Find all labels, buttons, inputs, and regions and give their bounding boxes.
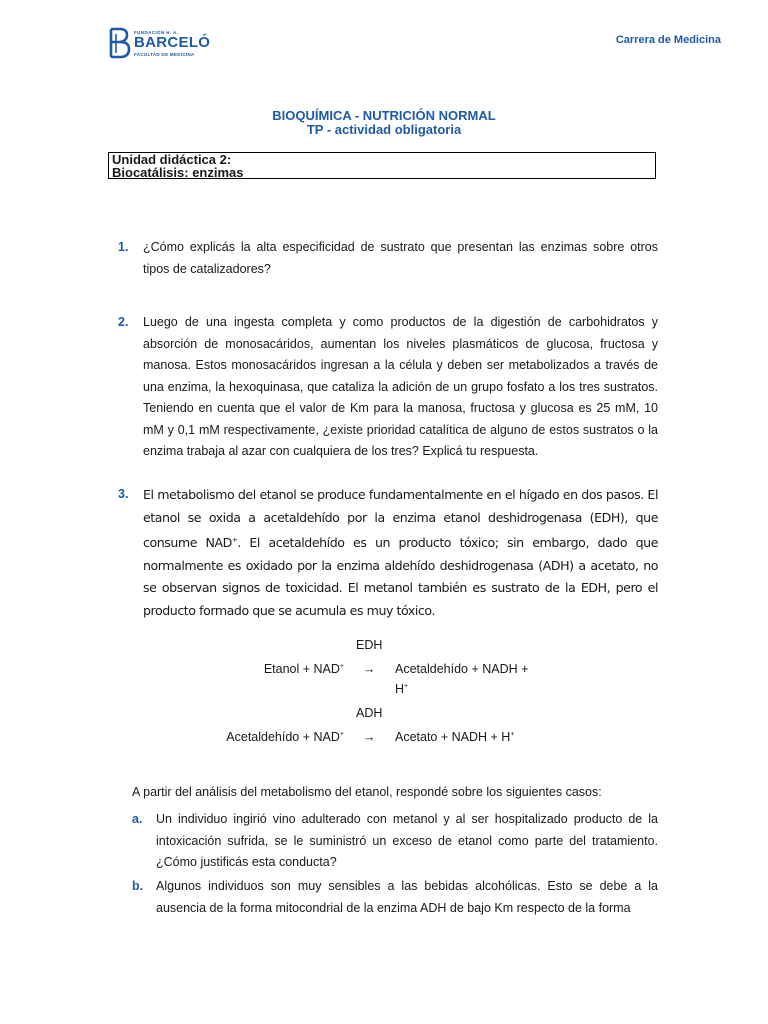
reaction-arrow-icon: → xyxy=(363,730,376,744)
superscript: + xyxy=(339,731,344,738)
reaction-arrow-icon: → xyxy=(363,662,376,676)
reaction-product: Acetato + NADH + H+ xyxy=(395,730,515,744)
question-number: 1. xyxy=(118,240,129,254)
career-label: Carrera de Medicina xyxy=(615,34,721,46)
question-text: Luego de una ingesta completa y como productos de la digestión de carbohidratos y absorción de monosacáridos, aumentan los niveles plasmáticos de glucosa, fructosa y manosa. Estos monosacáridos ingresan a la célula y deben ser metabolizados a través de una enzima, la hexoquinasa, que cataliza la adición de un grupo fosfato a los tres sustratos. Teniendo en cuenta que el valor de Km para la manosa, fructosa y glucosa es 25 mM, 10 mM y 0,1 mM respectivamente, ¿existe prioridad catalítica de alguno de estos sustratos o la enzima trabaja al azar con cualquiera de los tres? Explicá tu respuesta. xyxy=(143,315,658,458)
superscript: + xyxy=(339,663,344,670)
superscript: + xyxy=(231,536,238,544)
superscript: + xyxy=(510,731,515,738)
page-subtitle: TP - actividad obligatoria xyxy=(306,122,462,137)
case-text: Un individuo ingirió vino adulterado con metanol y al ser hospitalizado producto de la intoxicación sufrida, se le suministró un exceso de etanol como parte del tratamiento. ¿Cómo justificás esta conducta? xyxy=(156,812,658,869)
question-number: 2. xyxy=(118,315,129,329)
case-letter: b. xyxy=(132,879,144,893)
logo-faculty-text: FACULTAD DE MEDICINA xyxy=(134,52,195,57)
barcelo-emblem-icon xyxy=(108,27,132,59)
enzyme-label: EDH xyxy=(356,638,383,652)
page-title: BIOQUÍMICA - NUTRICIÓN NORMAL xyxy=(272,108,496,123)
question-text-part: El metabolismo del etanol se produce fundamentalmente en el hígado en dos pasos. El etanol se oxida a acetaldehído por la enzima etanol deshidrogenasa (EDH), que consume NAD xyxy=(143,487,658,550)
question-text-part: . El acetaldehído es un producto tóxico; sin embargo, dado que normalmente es oxidado por la enzima aldehído deshidrogenasa (ADH) a acetato, no se observan signos de toxicidad. El metanol también es sustrato de la EDH, pero el producto formado que se acumula es muy tóxico. xyxy=(143,535,658,618)
question-text xyxy=(143,484,658,622)
reaction-product: Acetaldehído + NADH + xyxy=(395,662,529,676)
reaction-substrate: Acetaldehído + NAD+ xyxy=(226,730,344,744)
reaction-substrate: Etanol + NAD+ xyxy=(263,662,344,676)
cases-intro: A partir del análisis del metabolismo del etanol, respondé sobre los siguientes casos: xyxy=(132,785,602,799)
question-number: 3. xyxy=(118,487,129,501)
superscript: + xyxy=(404,683,409,690)
logo-name-text: BARCELÓ xyxy=(134,34,211,51)
logo-foundation-text: FUNDACIÓN H. A. xyxy=(134,30,179,35)
unit-topic: Biocatálisis: enzimas xyxy=(112,165,244,180)
enzyme-label: ADH xyxy=(356,706,383,720)
unit-number: Unidad didáctica 2: xyxy=(112,152,232,167)
case-letter: a. xyxy=(132,812,143,826)
question-text: ¿Cómo explicás la alta especificidad de sustrato que presentan las enzimas sobre otros tipos de catalizadores? xyxy=(143,240,658,276)
unit-box xyxy=(108,152,656,179)
case-text: Algunos individuos son muy sensibles a las bebidas alcohólicas. Esto se debe a la ausencia de la forma mitocondrial de la enzima ADH de bajo Km respecto de la forma xyxy=(156,879,658,915)
reaction-product-cont: H+ xyxy=(395,682,409,696)
